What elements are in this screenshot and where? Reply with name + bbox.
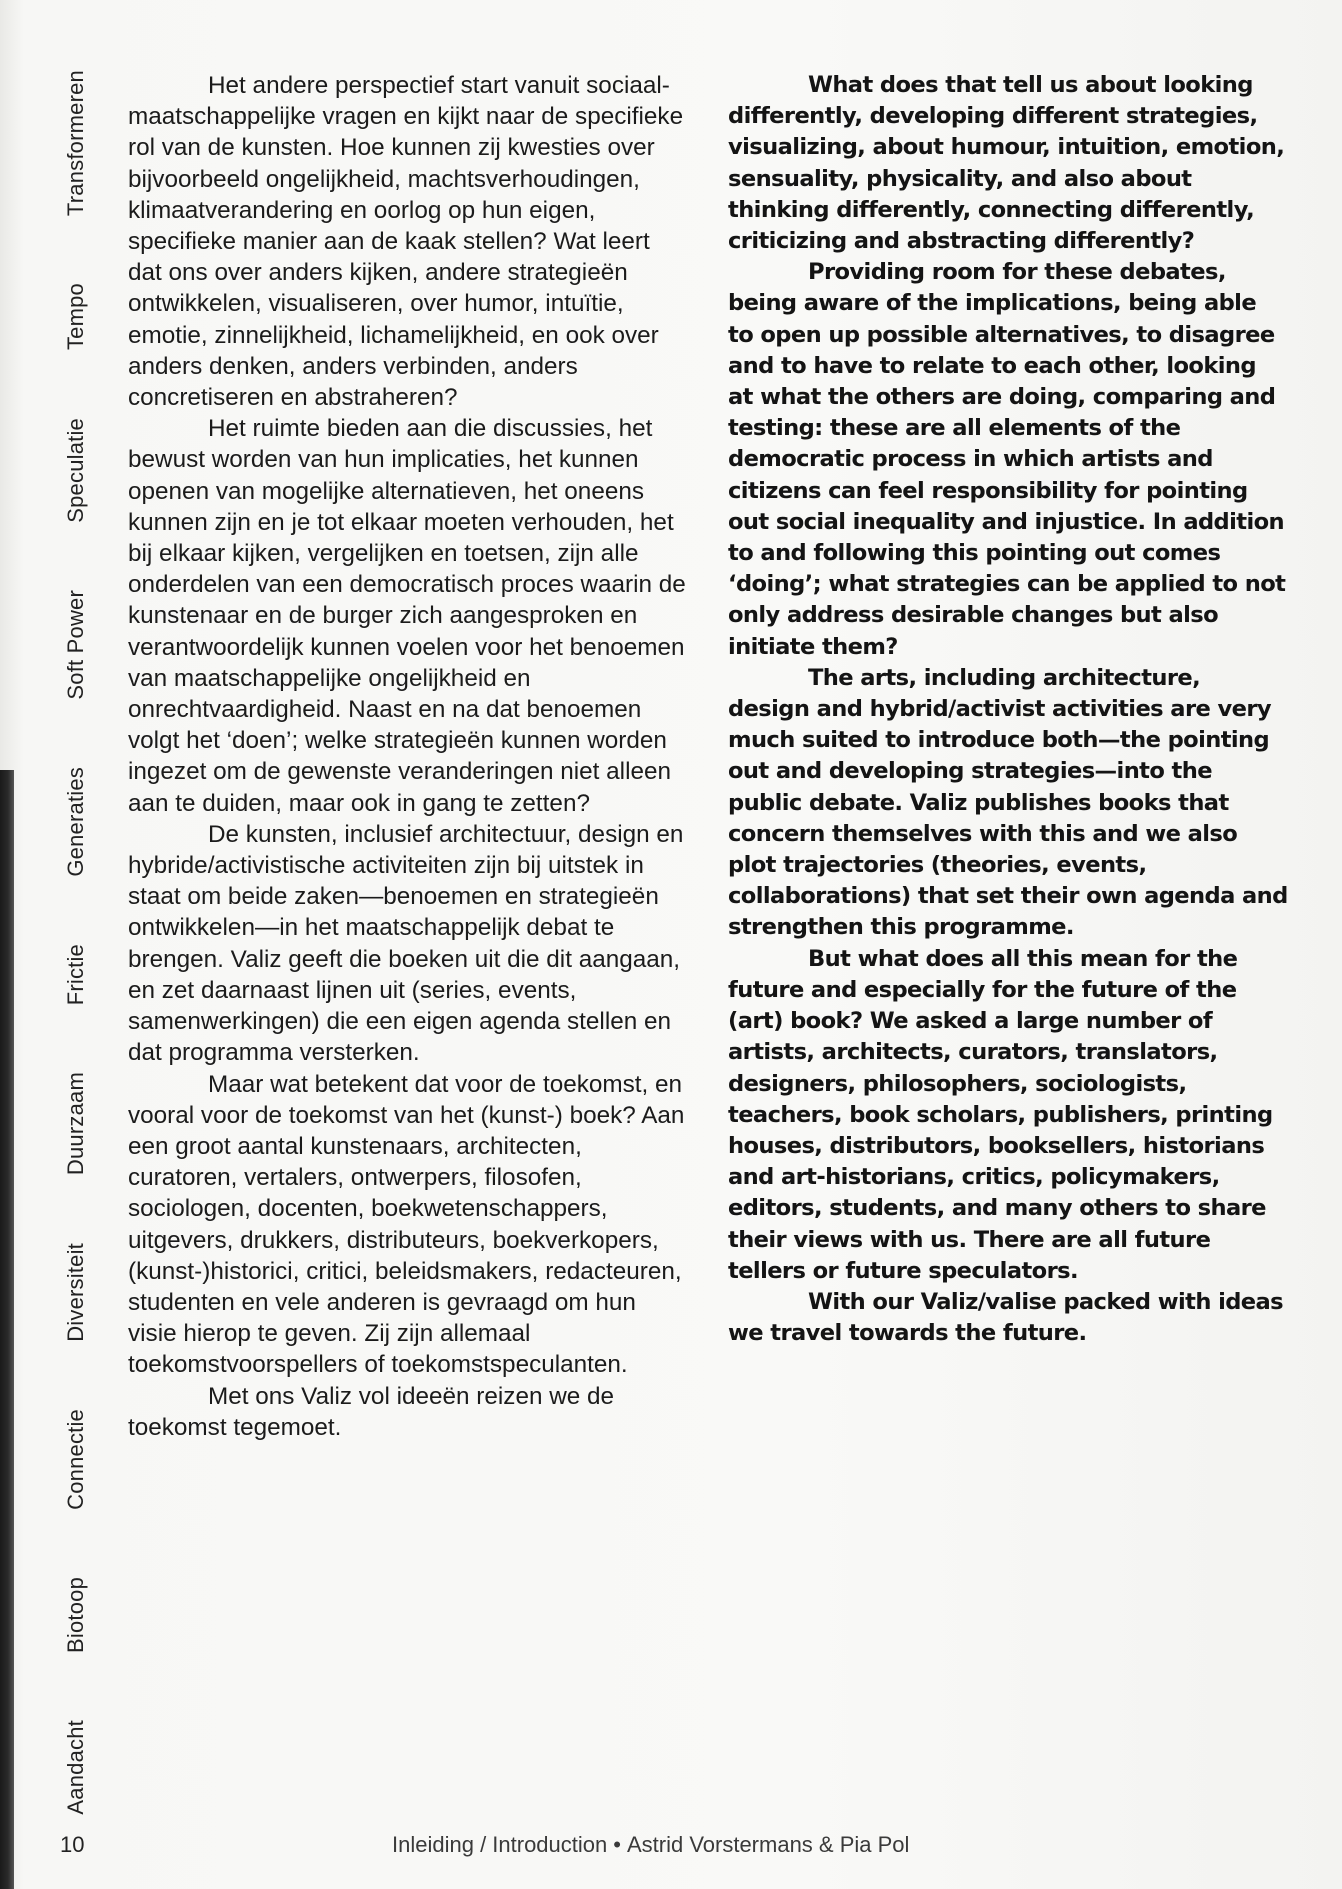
sidebar-item-label: Duurzaam [63, 1072, 88, 1176]
page-footer [0, 1832, 1342, 1868]
sidebar-item-generaties [56, 767, 96, 877]
paragraph: Met ons Valiz vol ideeën reizen we de toekomst tegemoet. [128, 1382, 615, 1441]
sidebar-item-label: Frictie [63, 943, 88, 1005]
sidebar-item-connectie [56, 1409, 96, 1510]
dutch-text-column [128, 70, 688, 1443]
footer-separator: • [613, 1832, 621, 1857]
sidebar-item-diversiteit [56, 1243, 96, 1342]
book-spine-shadow [0, 770, 14, 1889]
sidebar-item-speculatie [56, 418, 96, 523]
sidebar-item-label: Aandacht [63, 1720, 88, 1815]
paragraph: Maar wat betekent dat voor de toekomst, en vooral voor de toekomst van het (kunst-) boek? Aan een groot aantal kunstenaars, architecten, curatoren, vertalers, ontwerpers, filosofen, sociologen, docenten, boekwetenschappers, uitgevers, drukkers, distributeurs, boekverkopers, (kunst-)historici, critici, beleidsmakers, redacteuren, studenten en vele anderen is gevraagd om hun visie hierop te geven. Zij zijn allemaal toekomstvoorspellers of toekomstspeculanten. [128, 1070, 685, 1379]
paragraph: But what does all this mean for the future and especially for the future of the (art) book? We asked a large number of artists, architects, curators, translators, designers, philosophers, sociologists, teachers, book scholars, publishers, printing houses, distributors, booksellers, historians and art-historians, critics, policymakers, editors, students, and many others to share their views with us. There are all future tellers or future speculators. [728, 945, 1273, 1284]
thematic-index-sidebar [56, 70, 96, 1815]
authors: Astrid Vorstermans & Pia Pol [626, 1832, 910, 1857]
sidebar-item-label: Tempo [63, 283, 88, 351]
sidebar-item-label: Generaties [63, 766, 88, 877]
sidebar-item-tempo [56, 283, 96, 350]
sidebar-item-duurzaam [56, 1072, 96, 1175]
sidebar-item-frictie [56, 944, 96, 1005]
paragraph: With our Valiz/valise packed with ideas we travel towards the future. [728, 1288, 1284, 1347]
page-number: 10 [60, 1832, 85, 1857]
section-title: Inleiding / Introduction [392, 1832, 608, 1857]
paragraph: Het andere perspectief start vanuit sociaal-maatschappelijke vragen en kijkt naar de specifieke rol van de kunsten. Hoe kunnen zij kwesties over bijvoorbeeld ongelijkheid, machtsverhoudingen, klimaatverandering en oorlog op hun eigen, specifieke manier aan de kaak stellen? Wat leert dat ons over anders kijken, andere strategieën ontwikkelen, visualiseren, over humor, intuïtie, emotie, zinnelijkheid, lichamelijkheid, en ook over anders denken, anders verbinden, anders concretiseren en abstraheren? [128, 72, 684, 412]
sidebar-item-aandacht [56, 1720, 96, 1815]
sidebar-item-label: Transformeren [63, 70, 88, 217]
english-text-column [728, 70, 1288, 1349]
sidebar-item-label: Diversiteit [63, 1242, 88, 1342]
sidebar-item-label: Connectie [63, 1408, 88, 1510]
sidebar-item-label: Soft Power [63, 589, 88, 700]
paragraph: De kunsten, inclusief architectuur, design en hybride/activistische activiteiten zijn bij uitstek in staat om beide zaken—benoemen en strategieën ontwikkelen—in het maatschappelijk debat te brengen. Valiz geeft die boeken uit die dit aangaan, en zet daarnaast lijnen uit (series, events, samenwerkingen) die een eigen agenda stellen en dat programma versterken. [128, 820, 684, 1067]
paragraph: Providing room for these debates, being aware of the implications, being able to open up possible alternatives, to disagree and to have to relate to each other, looking at what the others are doing, comparing and testing: these are all elements of the democratic process in which artists and citizens can feel responsibility for pointing out social inequality and injustice. In addition to and following this pointing out comes ‘doing’; what strategies can be applied to not only address desirable changes but also initiate them? [728, 259, 1286, 660]
paragraph: What does that tell us about looking differently, developing different strategies, visualizing, about humour, intuition, emotion, sensuality, physicality, and also about thinking differently, connecting differently, criticizing and abstracting differently? [728, 72, 1285, 255]
sidebar-item-soft-power [56, 590, 96, 700]
sidebar-item-biotoop [56, 1577, 96, 1653]
sidebar-item-label: Speculatie [63, 417, 88, 523]
sidebar-item-label: Biotoop [63, 1576, 88, 1653]
paragraph: The arts, including architecture, design and hybrid/activist activities are very much suited to introduce both—the pointing out and developing strategies—into the public debate. Valiz publishes books that concern themselves with this and we also plot trajectories (theories, events, collaborations) that set their own agenda and strengthen this programme. [728, 664, 1288, 941]
paragraph: Het ruimte bieden aan die discussies, het bewust worden van hun implicaties, het kunnen openen van mogelijke alternatieven, het oneens kunnen zijn en je tot elkaar moeten verhouden, het bij elkaar kijken, vergelijken en toetsen, zijn alle onderdelen van een democratisch proces waarin de kunstenaar en de burger zich aangesproken en verantwoordelijk kunnen voelen voor het benoemen van maatschappelijke ongelijkheid en onrechtvaardigheid. Naast en na dat benoemen volgt het ‘doen’; welke strategieën kunnen worden ingezet om de gewenste veranderingen niet alleen aan te duiden, maar ook in gang te zetten? [128, 415, 686, 817]
running-footer [392, 1832, 909, 1858]
sidebar-item-transformeren [56, 70, 96, 216]
